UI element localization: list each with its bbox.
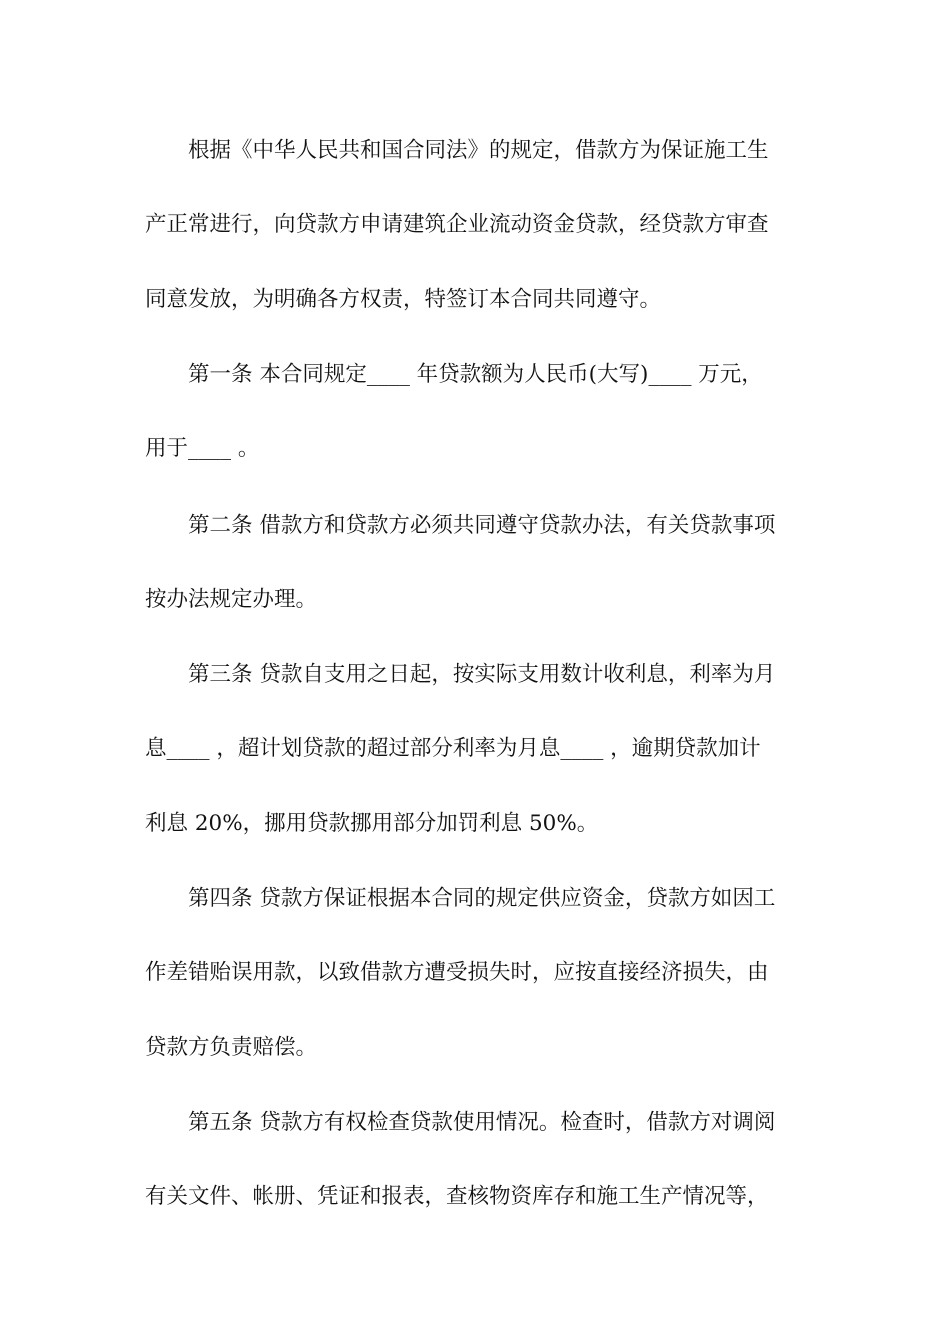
article-4-line-1: 第四条 贷款方保证根据本合同的规定供应资金，贷款方如因工: [188, 886, 776, 911]
preamble-line-2: 产正常进行，向贷款方申请建筑企业流动资金贷款，经贷款方审查: [145, 212, 769, 237]
preamble-line-1: 根据《中华人民共和国合同法》的规定，借款方为保证施工生: [188, 138, 769, 163]
article-4-line-2: 作差错贻误用款，以致借款方遭受损失时，应按直接经济损失，由: [145, 960, 769, 985]
article-5-line-2: 有关文件、帐册、凭证和报表，查核物资库存和施工生产情况等，: [145, 1184, 769, 1209]
article-2-line-1: 第二条 借款方和贷款方必须共同遵守贷款办法，有关贷款事项: [188, 513, 776, 538]
article-1-line-1: 第一条 本合同规定____ 年贷款额为人民币(大写)____ 万元，: [188, 362, 763, 387]
article-2-line-2: 按办法规定办理。: [145, 587, 318, 612]
article-3-line-2: 息____ ，超计划贷款的超过部分利率为月息____ ，逾期贷款加计: [145, 736, 761, 761]
article-3-line-1: 第三条 贷款自支用之日起，按实际支用数计收利息，利率为月: [188, 662, 776, 687]
article-1-line-2: 用于____ 。: [145, 436, 260, 461]
article-4-line-3: 贷款方负责赔偿。: [145, 1035, 318, 1060]
article-3-line-3: 利息 20%，挪用贷款挪用部分加罚利息 50%。: [145, 811, 599, 836]
preamble-line-3: 同意发放，为明确各方权责，特签订本合同共同遵守。: [145, 287, 662, 312]
article-5-line-1: 第五条 贷款方有权检查贷款使用情况。检查时，借款方对调阅: [188, 1110, 776, 1135]
